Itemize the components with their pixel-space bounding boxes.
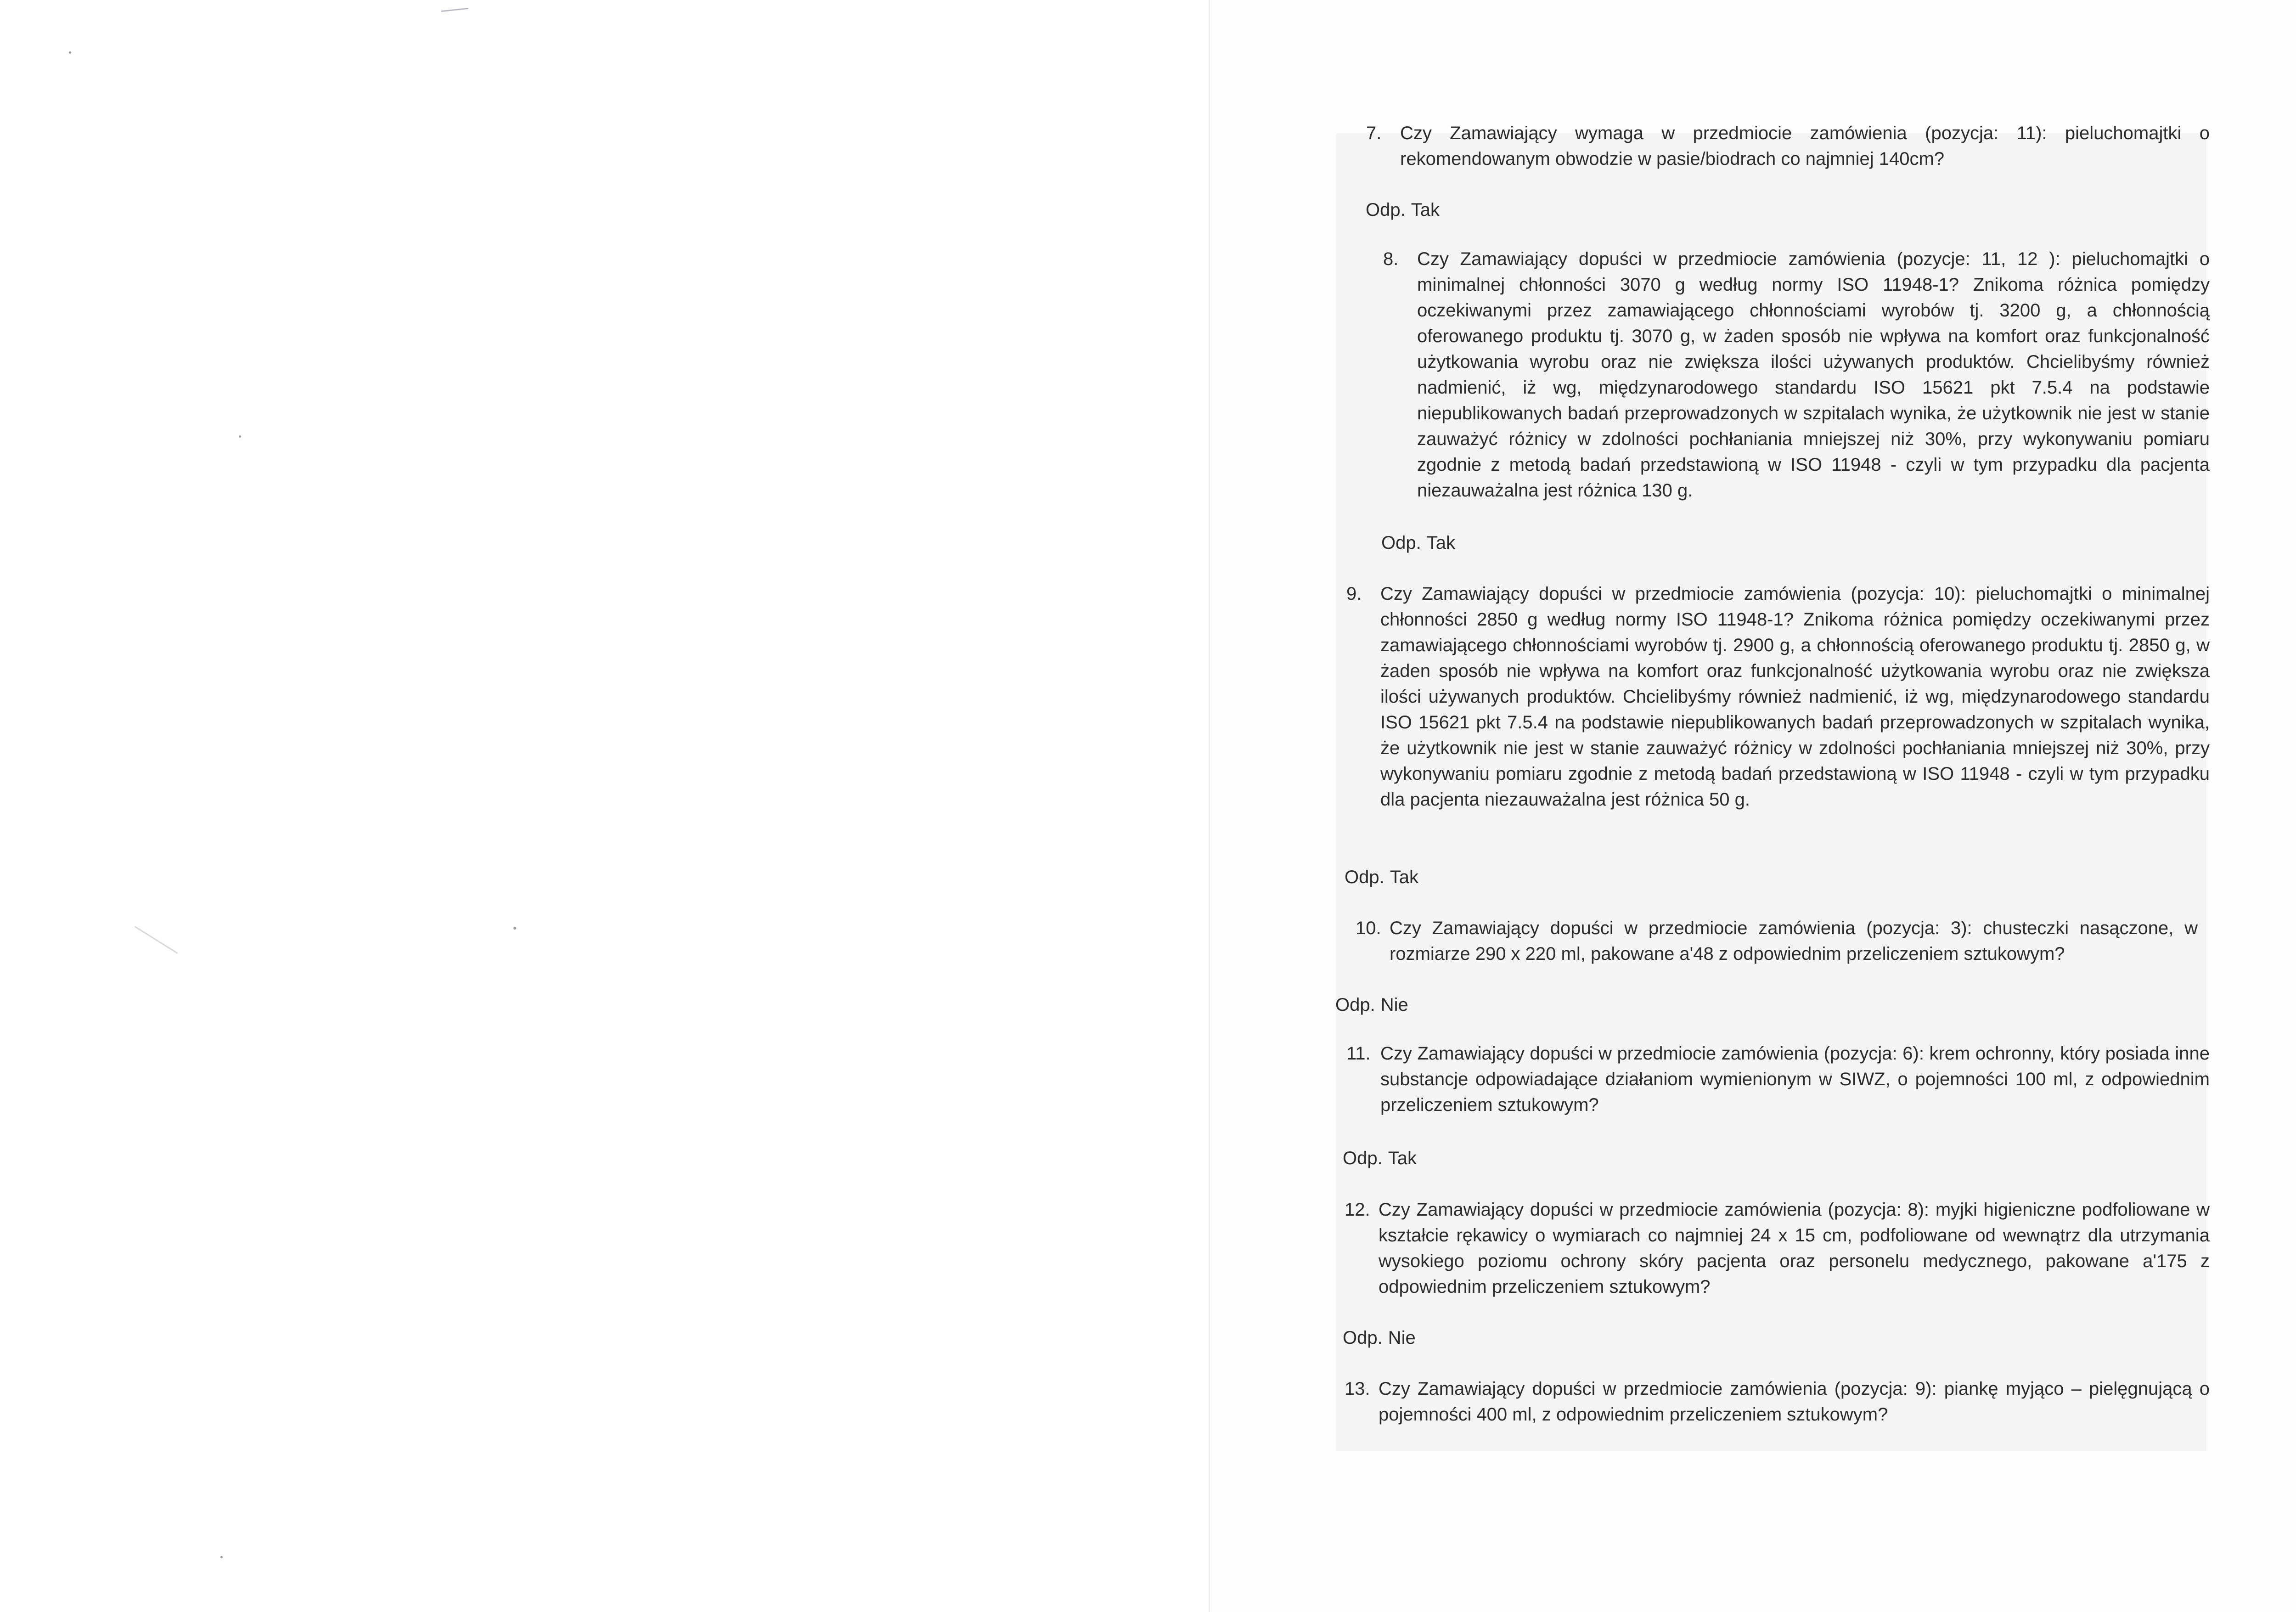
question-12	[1345, 1197, 2210, 1300]
question-text: Czy Zamawiający dopuści w przedmiocie zamówienia (pozycja: 6): krem ochronny, który posiada inne substancje odpowiadające działaniom wymienionym w SIWZ, o pojemności 100 ml, z odpowiednim przeliczeniem sztukowym?	[1380, 1043, 2210, 1115]
question-text: Czy Zamawiający dopuści w przedmiocie zamówienia (pozycje: 11, 12 ): pieluchomajtki o minimalnej chłonności 3070 g według normy ISO 11948-1? Znikoma różnica pomiędzy oczekiwanymi przez zamawiającego chłonnościami wyrobów tj. 3200 g, a chłonnością oferowanego produktu tj. 3070 g, w żaden sposób nie wpływa na komfort oraz funkcjonalność użytkowania wyrobu oraz nie zwiększa ilości używanych produktów. Chcielibyśmy również nadmienić, iż wg, międzynarodowego standardu ISO 15621 pkt 7.5.4 na podstawie niepublikowanych badań przeprowadzonych w szpitalach wynika, że użytkownik nie jest w stanie zauważyć różnicy w zdolności pochłaniania mniejszej niż 30%, przy wykonywaniu pomiaru zgodnie z metodą badań przedstawioną w ISO 11948 - czyli w tym przypadku dla pacjenta niezauważalna jest różnica 130 g.	[1417, 249, 2210, 501]
question-number: 8.	[1383, 249, 1399, 269]
question-number: 10.	[1356, 918, 1381, 938]
question-text: Czy Zamawiający dopuści w przedmiocie zamówienia (pozycja: 10): pieluchomajtki o minimalnej chłonności 2850 g według normy ISO 11948-1? Znikoma różnica pomiędzy oczekiwanymi przez zamawiającego chłonnościami wyrobów tj. 2900 g, a chłonnością oferowanego produktu tj. 2850 g, w żaden sposób nie wpływa na komfort oraz funkcjonalność użytkowania wyrobu oraz nie zwiększa ilości używanych produktów. Chcielibyśmy również nadmienić, iż wg, międzynarodowego standardu ISO 15621 pkt 7.5.4 na podstawie niepublikowanych badań przeprowadzonych w szpitalach wynika, że użytkownik nie jest w stanie zauważyć różnicy w zdolności pochłaniania mniejszej niż 30%, przy wykonywaniu pomiaru zgodnie z metodą badań przedstawioną w ISO 11948 - czyli w tym przypadku dla pacjenta niezauważalna jest różnica 50 g.	[1380, 584, 2210, 810]
question-number: 13.	[1345, 1379, 1370, 1399]
question-text: Czy Zamawiający wymaga w przedmiocie zamówienia (pozycja: 11): pieluchomajtki o rekomendowanym obwodzie w pasie/biodrach co najmniej 140cm?	[1400, 123, 2210, 169]
answer-label: Odp.	[1366, 200, 1406, 220]
question-7	[1366, 120, 2210, 172]
question-11	[1346, 1041, 2210, 1118]
question-9	[1346, 581, 2210, 812]
question-number: 11.	[1346, 1043, 1371, 1064]
answer-value: Tak	[1390, 867, 1418, 887]
answer-12	[1343, 1325, 1416, 1351]
question-number: 9.	[1346, 584, 1362, 604]
answer-value: Nie	[1388, 1328, 1416, 1348]
answer-8	[1381, 530, 1455, 556]
answer-value: Tak	[1388, 1148, 1417, 1168]
question-text: Czy Zamawiający dopuści w przedmiocie zamówienia (pozycja: 9): piankę myjąco – pielęgnującą o pojemności 400 ml, z odpowiednim przeliczeniem sztukowym?	[1379, 1379, 2210, 1425]
answer-label: Odp.	[1343, 1328, 1383, 1348]
answer-value: Tak	[1426, 533, 1455, 553]
answer-label: Odp.	[1345, 867, 1384, 887]
question-number: 7.	[1366, 123, 1382, 143]
answer-9	[1345, 864, 1418, 890]
question-text: Czy Zamawiający dopuści w przedmiocie zamówienia (pozycja: 8): myjki higieniczne podfoliowane w kształcie rękawicy o wymiarach co najmniej 24 x 15 cm, podfoliowane od wewnątrz dla utrzymania wysokiego poziomu ochrony skóry pacjenta oraz personelu medycznego, pakowane a'175 z odpowiednim przeliczeniem sztukowym?	[1379, 1200, 2210, 1297]
answer-value: Tak	[1411, 200, 1440, 220]
question-number: 12.	[1345, 1200, 1370, 1220]
question-13	[1345, 1376, 2210, 1427]
question-10	[1356, 915, 2198, 967]
question-8	[1383, 246, 2210, 503]
answer-label: Odp.	[1335, 995, 1375, 1015]
answer-10	[1335, 992, 1408, 1018]
question-text: Czy Zamawiający dopuści w przedmiocie zamówienia (pozycja: 3): chusteczki nasączone, w rozmiarze 290 x 220 ml, pakowane a'48 z odpowiednim przeliczeniem sztukowym?	[1390, 918, 2198, 964]
answer-value: Nie	[1380, 995, 1408, 1015]
answer-11	[1343, 1145, 1417, 1171]
answer-7	[1366, 197, 1440, 223]
answer-label: Odp.	[1381, 533, 1421, 553]
answer-label: Odp.	[1343, 1148, 1383, 1168]
